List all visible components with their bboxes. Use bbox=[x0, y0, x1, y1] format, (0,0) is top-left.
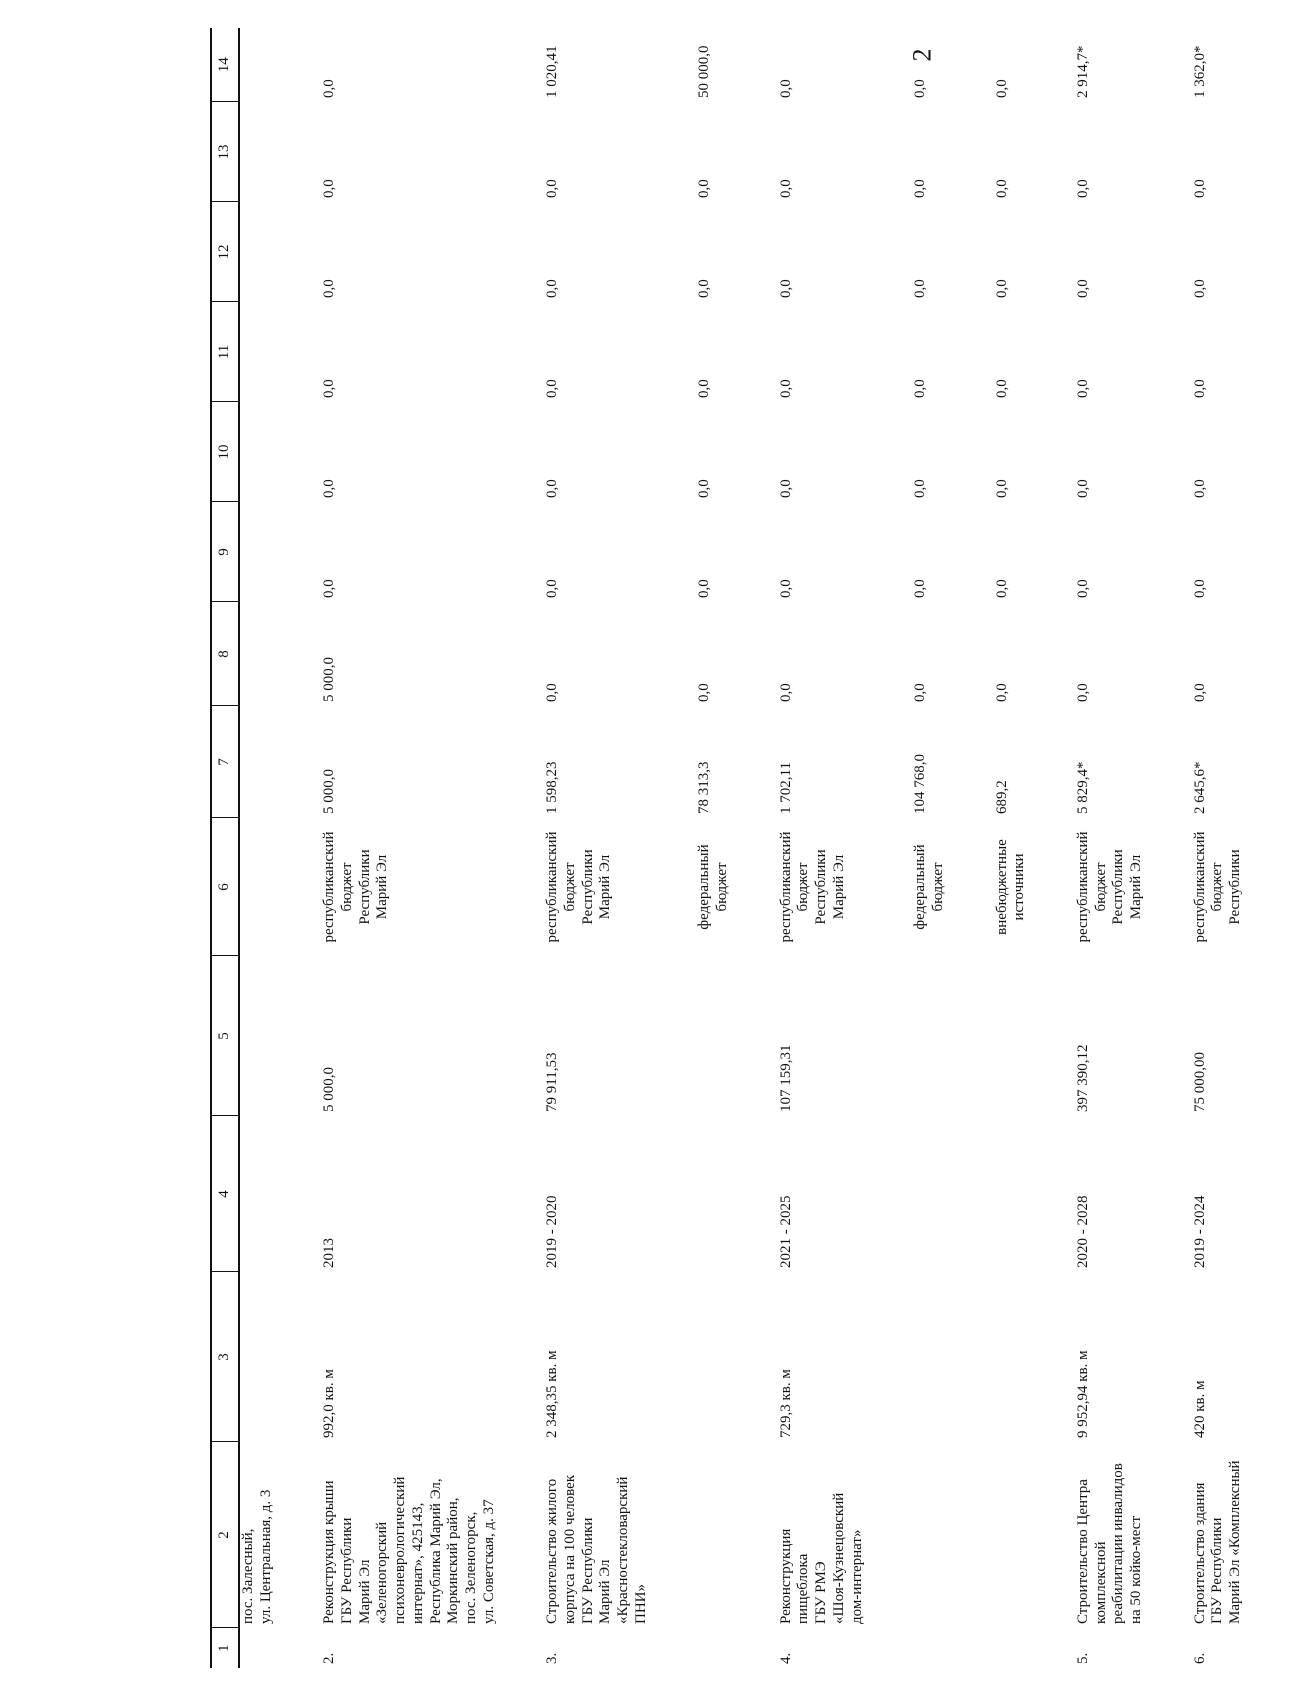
value-col-14: 50 000,0 bbox=[696, 45, 713, 98]
capacity-cell: 992,0 кв. м bbox=[321, 1369, 338, 1438]
empty-cell bbox=[239, 402, 275, 502]
object-name-line: интернат», 425143, bbox=[409, 1502, 426, 1624]
funding-source bbox=[696, 818, 731, 956]
value-col-12: 0,0 bbox=[1074, 279, 1091, 298]
value-col-10: 0,0 bbox=[1074, 479, 1091, 498]
years-cell: 2019 - 2024 bbox=[1191, 1195, 1208, 1268]
value-col-13: 0,0 bbox=[1191, 179, 1208, 198]
column-number-10: 10 bbox=[211, 402, 239, 502]
gap-cell bbox=[866, 28, 912, 1668]
page-number: 2 bbox=[907, 48, 937, 62]
value-col-14: 0,0 bbox=[321, 79, 338, 98]
column-number-4: 4 bbox=[211, 1116, 239, 1272]
value-col-11: 0,0 bbox=[321, 379, 338, 398]
value-col-10: 0,0 bbox=[912, 479, 929, 498]
empty-cell bbox=[994, 1442, 1029, 1628]
column-number-8: 8 bbox=[211, 602, 239, 706]
value-col-8: 5 000,0 bbox=[321, 657, 338, 702]
value-col-7: 1 702,11 bbox=[777, 762, 794, 814]
landscape-sheet bbox=[210, 8, 1244, 1668]
table-row bbox=[778, 28, 866, 1668]
object-name-line: реабилитации инвалидов bbox=[1110, 1463, 1127, 1624]
object-name-line: ГБУ Республики bbox=[579, 1517, 596, 1624]
row-gap bbox=[732, 28, 778, 1668]
value-col-11: 0,0 bbox=[696, 379, 713, 398]
empty-cell bbox=[912, 1442, 947, 1628]
value-col-14: 2 914,7* bbox=[1074, 45, 1091, 98]
value-col-9: 0,0 bbox=[1074, 579, 1091, 598]
empty-cell bbox=[239, 956, 275, 1116]
funding-source-line: бюджет bbox=[1209, 862, 1226, 912]
table-row bbox=[544, 28, 650, 1668]
object-name-line: психоневрологический bbox=[392, 1476, 409, 1624]
cost-cell: 107 159,31 bbox=[777, 1044, 794, 1112]
object-name-line: «Шоя-Кузнецовский bbox=[830, 1492, 847, 1624]
value-col-7: 5 829,4* bbox=[1074, 761, 1091, 814]
value-col-8: 0,0 bbox=[1191, 683, 1208, 702]
object-name-line: Марий Эл bbox=[356, 1559, 373, 1624]
object-name-line: ГБУ Республики bbox=[339, 1517, 356, 1624]
empty-cell bbox=[696, 1116, 731, 1272]
empty-cell bbox=[239, 28, 275, 102]
value-col-14: 1 020,41 bbox=[544, 45, 561, 98]
gap-cell bbox=[1029, 28, 1075, 1668]
empty-cell bbox=[239, 202, 275, 302]
value-col-8: 0,0 bbox=[544, 683, 561, 702]
funding-source-line: республиканский bbox=[1191, 831, 1208, 943]
object-name-line: «Зеленогорский bbox=[374, 1521, 391, 1624]
value-col-9: 0,0 bbox=[777, 579, 794, 598]
value-col-7: 689,2 bbox=[993, 780, 1010, 814]
empty-cell bbox=[239, 302, 275, 402]
value-col-13: 0,0 bbox=[544, 179, 561, 198]
empty-cell bbox=[912, 1628, 947, 1668]
funding-source bbox=[321, 818, 498, 956]
row-number: 4. bbox=[777, 1652, 794, 1664]
object-name-line: Строительство Центра bbox=[1074, 1479, 1091, 1624]
table-subrow bbox=[994, 28, 1029, 1668]
empty-cell bbox=[994, 1116, 1029, 1272]
empty-cell bbox=[239, 502, 275, 602]
funding-source-line: республиканский bbox=[544, 831, 561, 943]
funding-source-line: Республики bbox=[1227, 849, 1244, 925]
funding-source-line: бюджет bbox=[1092, 862, 1109, 912]
continuation-address-line: ул. Центральная, д. 3 bbox=[257, 1489, 274, 1624]
empty-cell bbox=[239, 1628, 275, 1668]
empty-cell bbox=[239, 706, 275, 818]
gap-cell bbox=[732, 28, 778, 1668]
value-col-14: 1 362,0* bbox=[1191, 45, 1208, 98]
value-col-7: 2 645,6* bbox=[1191, 761, 1208, 814]
column-number-header bbox=[211, 28, 239, 1668]
empty-cell bbox=[994, 956, 1029, 1116]
row-number: 2. bbox=[321, 1652, 338, 1664]
cost-cell: 75 000,00 bbox=[1191, 1052, 1208, 1112]
value-col-14: 0,0 bbox=[993, 79, 1010, 98]
years-cell: 2021 - 2025 bbox=[777, 1195, 794, 1268]
value-col-11: 0,0 bbox=[777, 379, 794, 398]
value-col-13: 0,0 bbox=[993, 179, 1010, 198]
value-col-10: 0,0 bbox=[544, 479, 561, 498]
row-gap bbox=[1029, 28, 1075, 1668]
object-name bbox=[1075, 1442, 1146, 1628]
empty-cell bbox=[239, 818, 275, 956]
value-col-11: 0,0 bbox=[1074, 379, 1091, 398]
years-cell: 2019 - 2020 bbox=[544, 1195, 561, 1268]
value-col-7: 104 768,0 bbox=[912, 754, 929, 814]
object-name-line: Республика Марий Эл, bbox=[427, 1478, 444, 1624]
funding-source-line: Республики bbox=[1110, 849, 1127, 925]
value-col-9: 0,0 bbox=[993, 579, 1010, 598]
empty-cell bbox=[912, 1272, 947, 1442]
empty-cell bbox=[696, 1628, 731, 1668]
row-number: 3. bbox=[544, 1652, 561, 1664]
table-subrow bbox=[912, 28, 947, 1668]
column-number-5: 5 bbox=[211, 956, 239, 1116]
value-col-14: 0,0 bbox=[777, 79, 794, 98]
column-number-9: 9 bbox=[211, 502, 239, 602]
value-col-10: 0,0 bbox=[696, 479, 713, 498]
value-col-12: 0,0 bbox=[544, 279, 561, 298]
empty-cell bbox=[994, 1628, 1029, 1668]
object-name-line: Реконструкция крыши bbox=[321, 1480, 338, 1624]
value-col-14: 0,0 bbox=[912, 79, 929, 98]
capacity-cell: 2 348,35 кв. м bbox=[544, 1350, 561, 1438]
value-col-11: 0,0 bbox=[912, 379, 929, 398]
row-gap bbox=[275, 28, 321, 1668]
object-name-line: ГБУ РМЭ bbox=[813, 1561, 830, 1624]
value-col-9: 0,0 bbox=[912, 579, 929, 598]
empty-cell bbox=[994, 1272, 1029, 1442]
value-col-12: 0,0 bbox=[696, 279, 713, 298]
object-name bbox=[544, 1442, 650, 1628]
table-body bbox=[239, 28, 1291, 1668]
row-number: 5. bbox=[1074, 1652, 1091, 1664]
value-col-9: 0,0 bbox=[321, 579, 338, 598]
object-name bbox=[778, 1442, 866, 1628]
value-col-7: 78 313,3 bbox=[696, 761, 713, 814]
object-name-line: комплексной bbox=[1092, 1541, 1109, 1624]
value-col-10: 0,0 bbox=[321, 479, 338, 498]
value-col-11: 0,0 bbox=[544, 379, 561, 398]
value-col-12: 0,0 bbox=[1191, 279, 1208, 298]
gap-cell bbox=[650, 28, 696, 1668]
object-name-line: Реконструкция bbox=[777, 1528, 794, 1624]
funding-source-line: республиканский bbox=[777, 831, 794, 943]
object-name-line: корпуса на 100 человек bbox=[561, 1474, 578, 1624]
value-col-10: 0,0 bbox=[777, 479, 794, 498]
cost-cell: 79 911,53 bbox=[544, 1052, 561, 1112]
table-row bbox=[1075, 28, 1146, 1668]
funding-source-line: источники bbox=[1011, 853, 1028, 921]
gap-cell bbox=[948, 28, 994, 1668]
funding-source-line: Марий Эл bbox=[830, 854, 847, 920]
value-col-13: 0,0 bbox=[777, 179, 794, 198]
gap-cell bbox=[1146, 28, 1192, 1668]
funding-source-line: Марий Эл bbox=[1128, 854, 1144, 920]
row-gap bbox=[866, 28, 912, 1668]
value-col-8: 0,0 bbox=[777, 683, 794, 702]
continuation-address-line: пос. Залесный, bbox=[240, 1528, 256, 1624]
capacity-cell: 420 кв. м bbox=[1191, 1380, 1208, 1438]
object-name-line: ПНИ» bbox=[632, 1584, 649, 1624]
value-col-11: 0,0 bbox=[993, 379, 1010, 398]
row-gap bbox=[650, 28, 696, 1668]
object-name-line: Моркинский район, bbox=[445, 1497, 462, 1624]
object-name bbox=[321, 1442, 498, 1628]
funding-source-line: федеральный bbox=[696, 844, 713, 930]
value-col-8: 0,0 bbox=[993, 683, 1010, 702]
object-name-line: Марий Эл «Комплексный bbox=[1227, 1460, 1244, 1624]
funding-source-line: Республики bbox=[813, 849, 830, 925]
funding-source bbox=[778, 818, 866, 956]
value-col-9: 0,0 bbox=[544, 579, 561, 598]
funding-source-line: бюджет bbox=[929, 862, 946, 912]
empty-cell bbox=[239, 1116, 275, 1272]
value-col-11: 0,0 bbox=[1191, 379, 1208, 398]
cost-cell: 5 000,0 bbox=[321, 1067, 338, 1112]
object-name bbox=[1192, 1442, 1245, 1628]
funding-source-line: Марий Эл bbox=[374, 854, 391, 920]
funding-source-line: Республики bbox=[579, 849, 596, 925]
value-col-13: 0,0 bbox=[696, 179, 713, 198]
value-col-12: 0,0 bbox=[912, 279, 929, 298]
gap-cell bbox=[1245, 28, 1291, 1668]
funding-source-line: внебюджетные bbox=[993, 839, 1010, 935]
empty-cell bbox=[239, 102, 275, 202]
capacity-cell: 9 952,94 кв. м bbox=[1074, 1350, 1091, 1438]
funding-source-line: Марий Эл bbox=[597, 854, 614, 920]
object-name-line: пищеблока bbox=[795, 1553, 812, 1624]
empty-cell bbox=[912, 956, 947, 1116]
empty-cell bbox=[912, 1116, 947, 1272]
object-name-line: пос. Зеленогорск, bbox=[462, 1511, 479, 1624]
continuation-row bbox=[239, 28, 275, 1668]
object-name-line: на 50 койко-мест bbox=[1128, 1516, 1144, 1624]
row-gap bbox=[498, 28, 544, 1668]
object-name-line: Марий Эл bbox=[597, 1559, 614, 1624]
funding-source-line: республиканский bbox=[321, 831, 338, 943]
value-col-10: 0,0 bbox=[993, 479, 1010, 498]
column-number-12: 12 bbox=[211, 202, 239, 302]
row-gap bbox=[1146, 28, 1192, 1668]
funding-source-line: бюджет bbox=[561, 862, 578, 912]
row-number: 6. bbox=[1191, 1652, 1208, 1664]
empty-cell bbox=[239, 1272, 275, 1442]
value-col-12: 0,0 bbox=[321, 279, 338, 298]
funding-source bbox=[994, 818, 1029, 956]
object-name-line: ул. Советская, д. 37 bbox=[480, 1499, 497, 1624]
empty-cell bbox=[696, 1442, 731, 1628]
row-gap bbox=[1245, 28, 1291, 1668]
capacity-cell: 729,3 кв. м bbox=[777, 1369, 794, 1438]
funding-source-line: бюджет bbox=[795, 862, 812, 912]
value-col-13: 0,0 bbox=[321, 179, 338, 198]
value-col-13: 0,0 bbox=[1074, 179, 1091, 198]
funding-source bbox=[1192, 818, 1245, 956]
funding-source-line: Республики bbox=[356, 849, 373, 925]
value-col-12: 0,0 bbox=[993, 279, 1010, 298]
value-col-8: 0,0 bbox=[912, 683, 929, 702]
value-col-8: 0,0 bbox=[1074, 683, 1091, 702]
gap-cell bbox=[275, 28, 321, 1668]
objects-table bbox=[210, 28, 1291, 1668]
column-number-11: 11 bbox=[211, 302, 239, 402]
empty-cell bbox=[696, 956, 731, 1116]
funding-source-line: бюджет bbox=[339, 862, 356, 912]
funding-source bbox=[544, 818, 650, 956]
object-name-line: дом-интернат» bbox=[848, 1529, 865, 1624]
empty-cell bbox=[239, 602, 275, 706]
cost-cell: 397 390,12 bbox=[1074, 1044, 1091, 1112]
value-col-7: 5 000,0 bbox=[321, 769, 338, 814]
funding-source bbox=[1075, 818, 1146, 956]
column-number-2: 2 bbox=[211, 1442, 239, 1628]
row-gap bbox=[948, 28, 994, 1668]
funding-source-line: бюджет bbox=[714, 862, 731, 912]
table-subrow bbox=[696, 28, 731, 1668]
value-col-10: 0,0 bbox=[1191, 479, 1208, 498]
value-col-12: 0,0 bbox=[777, 279, 794, 298]
column-number-14: 14 bbox=[211, 28, 239, 102]
value-col-9: 0,0 bbox=[1191, 579, 1208, 598]
object-name-line: ГБУ Республики bbox=[1209, 1517, 1226, 1624]
years-cell: 2020 - 2028 bbox=[1074, 1195, 1091, 1268]
column-number-1: 1 bbox=[211, 1628, 239, 1668]
years-cell: 2013 bbox=[321, 1238, 338, 1268]
value-col-8: 0,0 bbox=[696, 683, 713, 702]
object-name-line: Строительство жилого bbox=[544, 1478, 561, 1624]
funding-source bbox=[912, 818, 947, 956]
column-number-3: 3 bbox=[211, 1272, 239, 1442]
table-row bbox=[1192, 28, 1245, 1668]
column-number-7: 7 bbox=[211, 706, 239, 818]
object-name-line: «Красностекловарский bbox=[615, 1476, 631, 1624]
table-row bbox=[321, 28, 498, 1668]
funding-source-line: республиканский bbox=[1074, 831, 1091, 943]
object-name-line: Строительство здания bbox=[1191, 1482, 1208, 1624]
empty-cell bbox=[696, 1272, 731, 1442]
funding-source-line: федеральный bbox=[912, 844, 929, 930]
column-number-6: 6 bbox=[211, 818, 239, 956]
gap-cell bbox=[498, 28, 544, 1668]
value-col-7: 1 598,23 bbox=[544, 761, 561, 814]
continuation-address bbox=[239, 1442, 275, 1628]
value-col-13: 0,0 bbox=[912, 179, 929, 198]
column-number-13: 13 bbox=[211, 102, 239, 202]
value-col-9: 0,0 bbox=[696, 579, 713, 598]
